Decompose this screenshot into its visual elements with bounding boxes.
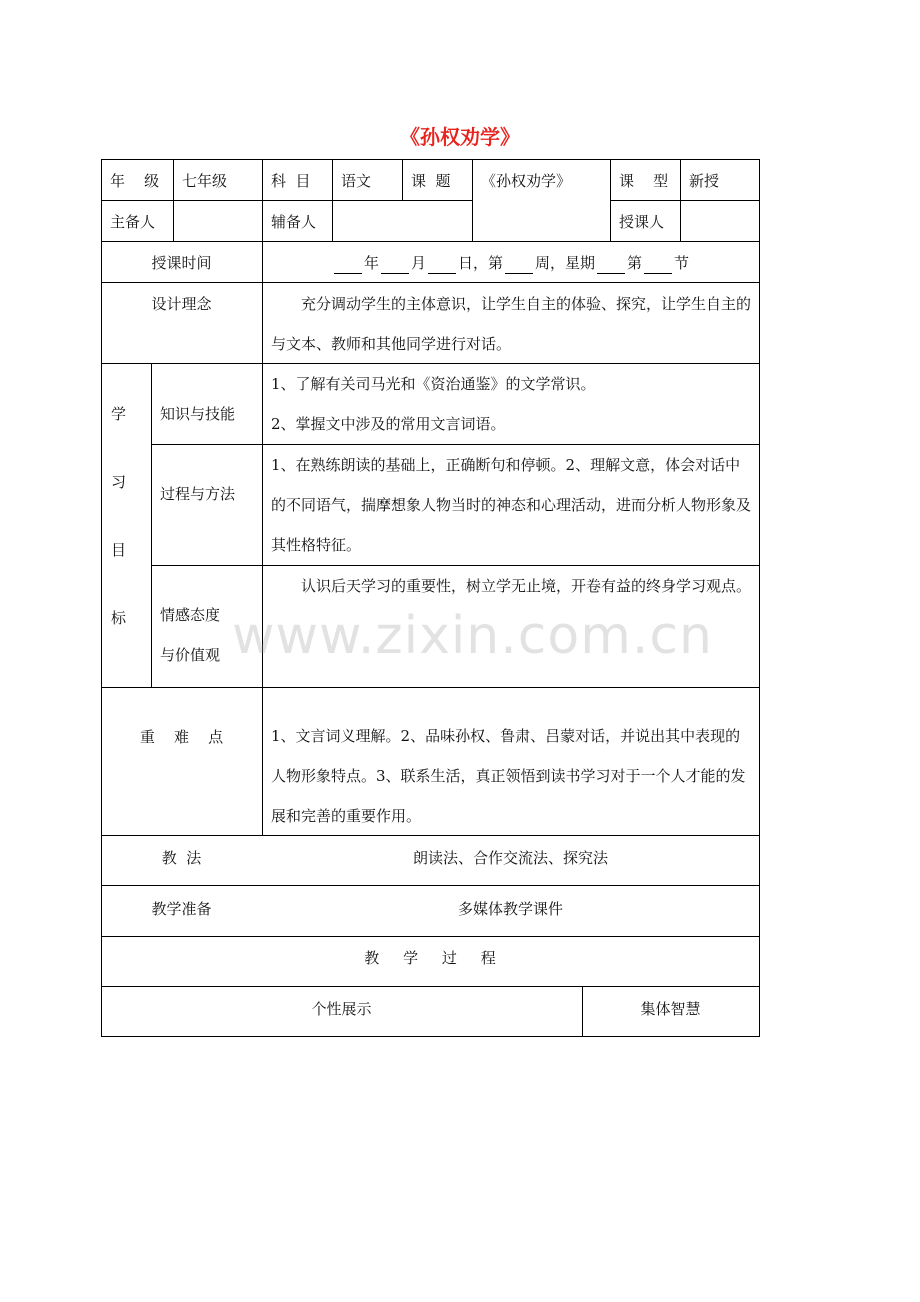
table-border xyxy=(101,282,760,283)
document-title: 《孙权劝学》 xyxy=(400,125,520,149)
topic-label: 课 题 xyxy=(411,172,451,190)
table-border xyxy=(402,159,403,200)
teacher-label: 授课人 xyxy=(619,213,665,231)
process-label: 过程与方法 xyxy=(160,485,236,503)
design-label: 设计理念 xyxy=(151,295,212,313)
grade-label: 年 级 xyxy=(110,172,160,190)
table-border xyxy=(610,200,760,201)
emotion-label-line-1: 情感态度 xyxy=(160,606,221,624)
goals-label-char: 学 xyxy=(111,405,127,423)
table-border xyxy=(101,200,472,201)
time-period: 节 xyxy=(674,254,690,272)
time-year: 年 xyxy=(363,254,379,272)
type-value: 新授 xyxy=(689,172,720,190)
goals-label-char: 习 xyxy=(111,473,127,491)
knowledge-line-1: 1、了解有关司马光和《资治通鉴》的文学常识。 xyxy=(271,375,596,393)
time-fields xyxy=(262,252,759,274)
table-border xyxy=(101,1036,760,1037)
goals-label-char: 标 xyxy=(111,609,127,627)
goals-label-char: 目 xyxy=(111,541,127,559)
blank-line xyxy=(597,256,625,274)
key-points-label: 重 难 点 xyxy=(139,728,224,746)
main-prep-label: 主备人 xyxy=(110,213,156,231)
knowledge-line-2: 2、掌握文中涉及的常用文言词语。 xyxy=(271,415,506,433)
time-ordinal: 第 xyxy=(627,254,643,272)
table-border xyxy=(332,159,333,241)
blank-line xyxy=(644,256,672,274)
table-border xyxy=(680,159,681,241)
personal-display: 个性展示 xyxy=(311,1000,372,1018)
blank-line xyxy=(428,256,456,274)
table-border xyxy=(472,159,473,241)
blank-line xyxy=(381,256,409,274)
table-border xyxy=(151,363,152,687)
subject-value: 语文 xyxy=(341,172,372,190)
blank-line xyxy=(505,256,533,274)
method-label: 教 法 xyxy=(161,849,202,867)
table-border xyxy=(759,159,760,1037)
table-border xyxy=(101,241,760,242)
collective-wisdom: 集体智慧 xyxy=(640,1000,701,1018)
knowledge-label: 知识与技能 xyxy=(160,405,236,423)
method-value: 朗读法、合作交流法、探究法 xyxy=(412,849,608,867)
design-text: 充分调动学生的主体意识，让学生自主的体验、探究，让学生自主的与文本、教师和其他同学进行对话。 xyxy=(271,295,752,353)
process-header: 教 学 过 程 xyxy=(364,949,496,967)
grade-value: 七年级 xyxy=(182,172,228,190)
table-border xyxy=(101,885,760,886)
prep-value: 多媒体教学课件 xyxy=(457,900,563,918)
type-label: 课 型 xyxy=(619,172,669,190)
table-border xyxy=(173,159,174,241)
key-points-text: 1、文言词义理解。2、品味孙权、鲁肃、吕蒙对话，并说出其中表现的人物形象特点。3、联系生活，真正领悟到读书学习对于一个人才能的发展和完善的重要作用。 xyxy=(271,727,746,825)
emotion-label-line-2: 与价值观 xyxy=(160,646,221,664)
time-week: 周，星期 xyxy=(535,254,596,272)
process-text: 1、在熟练朗读的基础上，正确断句和停顿。2、理解文意，体会对话中的不同语气，揣摩想象人物当时的神态和心理活动，进而分析人物形象及其性格特征。 xyxy=(271,456,752,554)
blank-line xyxy=(334,256,362,274)
table-border xyxy=(101,687,760,688)
time-label: 授课时间 xyxy=(151,254,212,272)
prep-label: 教学准备 xyxy=(151,900,212,918)
subject-label: 科 目 xyxy=(271,172,311,190)
time-month: 月 xyxy=(410,254,426,272)
time-day: 日，第 xyxy=(457,254,503,272)
assist-prep-label: 辅备人 xyxy=(271,213,317,231)
table-border xyxy=(101,159,760,160)
emotion-text: 认识后天学习的重要性，树立学无止境，开卷有益的终身学习观点。 xyxy=(301,577,752,595)
table-border xyxy=(101,936,760,937)
watermark: www.zixin.com.cn xyxy=(232,606,713,666)
table-border xyxy=(101,986,760,987)
table-border xyxy=(610,159,611,241)
topic-value: 《孙权劝学》 xyxy=(481,172,572,190)
